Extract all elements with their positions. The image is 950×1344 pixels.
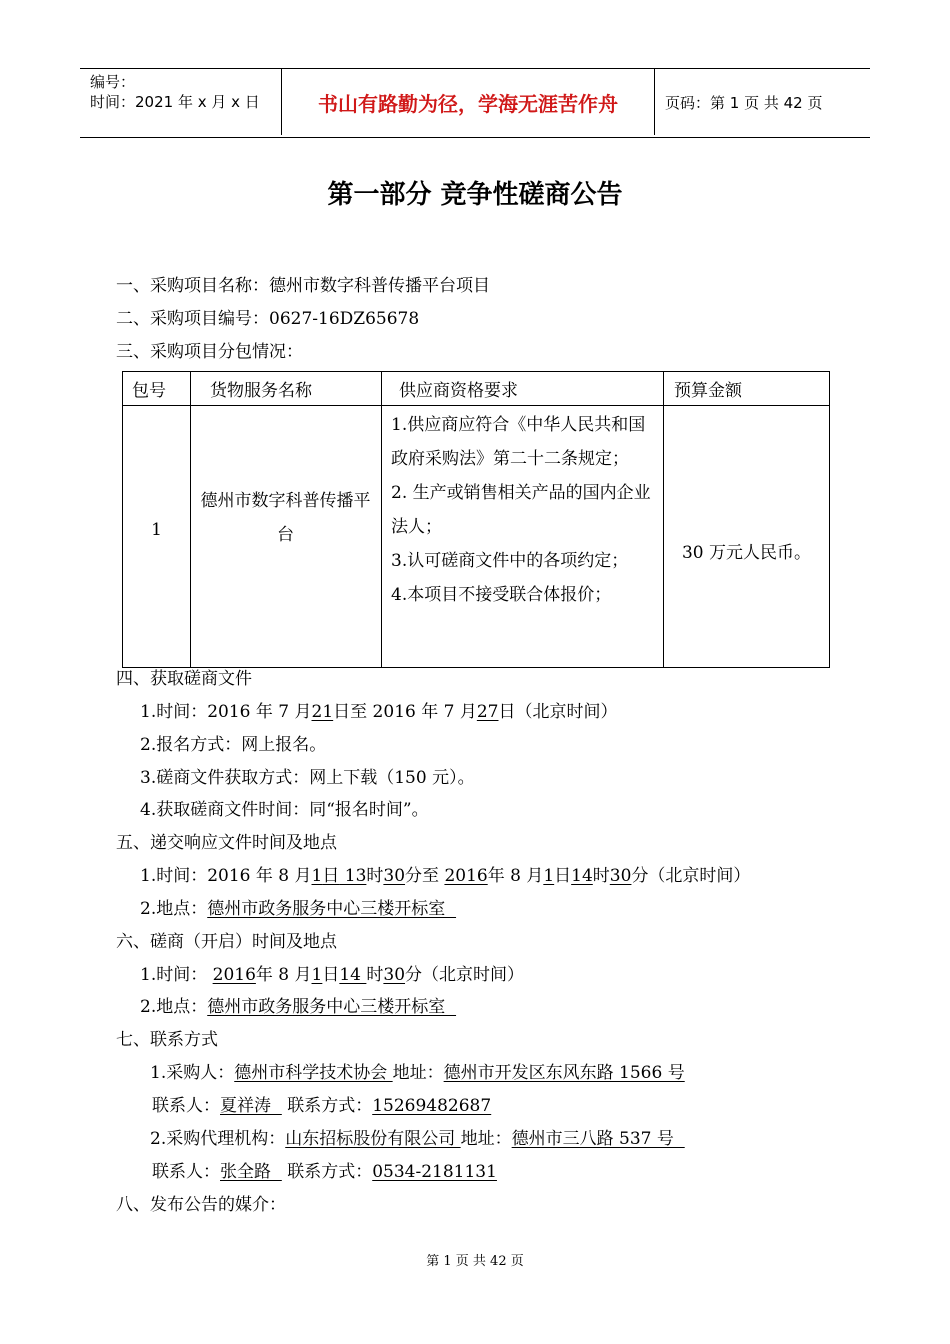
text: 日 (322, 866, 340, 886)
text: 2016 (212, 965, 256, 985)
text: 联系人： (152, 1162, 220, 1182)
text: 1.时间：2016 年 7 月 (140, 702, 312, 722)
header-page-info: 页码：第 1 页 共 42 页 (665, 94, 823, 112)
section-contact: 七、联系方式 (116, 1030, 218, 1050)
submit-place (140, 898, 456, 920)
table-header-package-no: 包号 (132, 381, 166, 401)
section-obtain-docs: 四、获取磋商文件 (116, 669, 252, 689)
text: 日（北京时间） (498, 702, 618, 722)
text: 1.采购人： (150, 1063, 235, 1083)
text: 时 (366, 866, 384, 886)
text: 30 (383, 965, 406, 985)
text: 1 (543, 866, 555, 886)
doc-date: 时间：2021 年 x 月 x 日 (90, 93, 260, 111)
obtain-method: 3.磋商文件获取方式：网上下载（150 元）。 (140, 768, 475, 788)
text: 1.时间：2016 年 8 月 (140, 866, 312, 886)
header-meta (90, 72, 260, 112)
requirement-item: 2. 生产或销售相关产品的国内企业法人； (391, 483, 651, 537)
text: 山东招标股份有限公司 (285, 1129, 461, 1149)
page-title: 第一部分 竞争性磋商公告 (327, 180, 623, 210)
text: 年 8 月 (255, 965, 312, 985)
obtain-time (140, 701, 618, 723)
text: 0534-2181131 (372, 1162, 497, 1182)
text: 地址： (460, 1129, 512, 1149)
text: 2.地点： (140, 997, 208, 1017)
obtain-period: 4.获取磋商文件时间：同“报名时间”。 (140, 800, 429, 820)
package-table (122, 371, 830, 668)
doc-number-label: 编号： (90, 73, 136, 91)
text: 21 (311, 702, 334, 722)
text: 联系人： (152, 1096, 220, 1116)
text: 30 (383, 866, 406, 886)
section-package-info: 三、采购项目分包情况： (116, 342, 303, 362)
text: 1 (311, 866, 323, 886)
text: 地址： (392, 1063, 444, 1083)
contact-buyer (150, 1062, 685, 1084)
section-project-number: 二、采购项目编号：0627-16DZ65678 (116, 309, 420, 329)
text: 张全路 (220, 1162, 282, 1182)
table-cell-service-name: 德州市数字科普传播平台 (200, 491, 371, 545)
table-cell-package-no: 1 (151, 520, 162, 540)
text: 14 (339, 965, 367, 985)
requirement-item: 3.认可磋商文件中的各项约定； (391, 551, 629, 571)
contact-agent (150, 1128, 685, 1150)
text: 14 (571, 866, 593, 886)
header-motto: 书山有路勤为径，学海无涯苦作舟 (281, 69, 655, 135)
text: 13 (339, 866, 367, 886)
open-time (140, 964, 524, 986)
table-header-requirements: 供应商资格要求 (399, 381, 518, 401)
text: 日 (322, 965, 340, 985)
text: 2016 (444, 866, 488, 886)
submit-time (140, 865, 750, 887)
requirement-item: 4.本项目不接受联合体报价； (391, 585, 612, 605)
section-project-name: 一、采购项目名称：德州市数字科普传播平台项目 (116, 276, 490, 296)
text: 德州市政务服务中心三楼开标室 (207, 899, 457, 919)
text: 日 (554, 866, 572, 886)
text: 年 8 月 (487, 866, 544, 886)
text: 2.地点： (140, 899, 208, 919)
text: 日至 2016 年 7 月 (333, 702, 477, 722)
text: 德州市科学技术协会 (234, 1063, 393, 1083)
table-header-service-name: 货物服务名称 (210, 381, 312, 401)
page-footer: 第 1 页 共 42 页 (426, 1254, 524, 1269)
document-header (80, 68, 870, 138)
text: 15269482687 (372, 1096, 492, 1116)
contact-agent-person (152, 1161, 497, 1183)
text: 时 (592, 866, 610, 886)
section-open: 六、磋商（开启）时间及地点 (116, 932, 337, 952)
obtain-signup: 2.报名方式：网上报名。 (140, 735, 327, 755)
text: 分（北京时间） (631, 866, 751, 886)
table-cell-budget: 30 万元人民币。 (681, 543, 812, 563)
text: 27 (476, 702, 499, 722)
text: 联系方式： (287, 1162, 373, 1182)
text: 30 (609, 866, 632, 886)
table-header-budget: 预算金额 (674, 381, 742, 401)
text: 2.采购代理机构： (150, 1129, 286, 1149)
text: 夏祥涛 (220, 1096, 282, 1116)
text: 1.时间： (140, 965, 213, 985)
text: 德州市开发区东风东路 1566 号 (443, 1063, 685, 1083)
text: 德州市政务服务中心三楼开标室 (207, 997, 457, 1017)
text: 时 (366, 965, 384, 985)
text: 分（北京时间） (405, 965, 525, 985)
requirement-item: 1.供应商应符合《中华人民共和国政府采购法》第二十二条规定； (391, 415, 646, 469)
text: 1 (311, 965, 323, 985)
section-media: 八、发布公告的媒介： (116, 1195, 286, 1215)
text: 德州市三八路 537 号 (511, 1129, 685, 1149)
text: 分至 (405, 866, 445, 886)
text: 联系方式： (287, 1096, 373, 1116)
contact-buyer-person (152, 1095, 491, 1117)
open-place (140, 996, 456, 1018)
section-submit: 五、递交响应文件时间及地点 (116, 833, 337, 853)
table-cell-requirements (391, 408, 653, 612)
